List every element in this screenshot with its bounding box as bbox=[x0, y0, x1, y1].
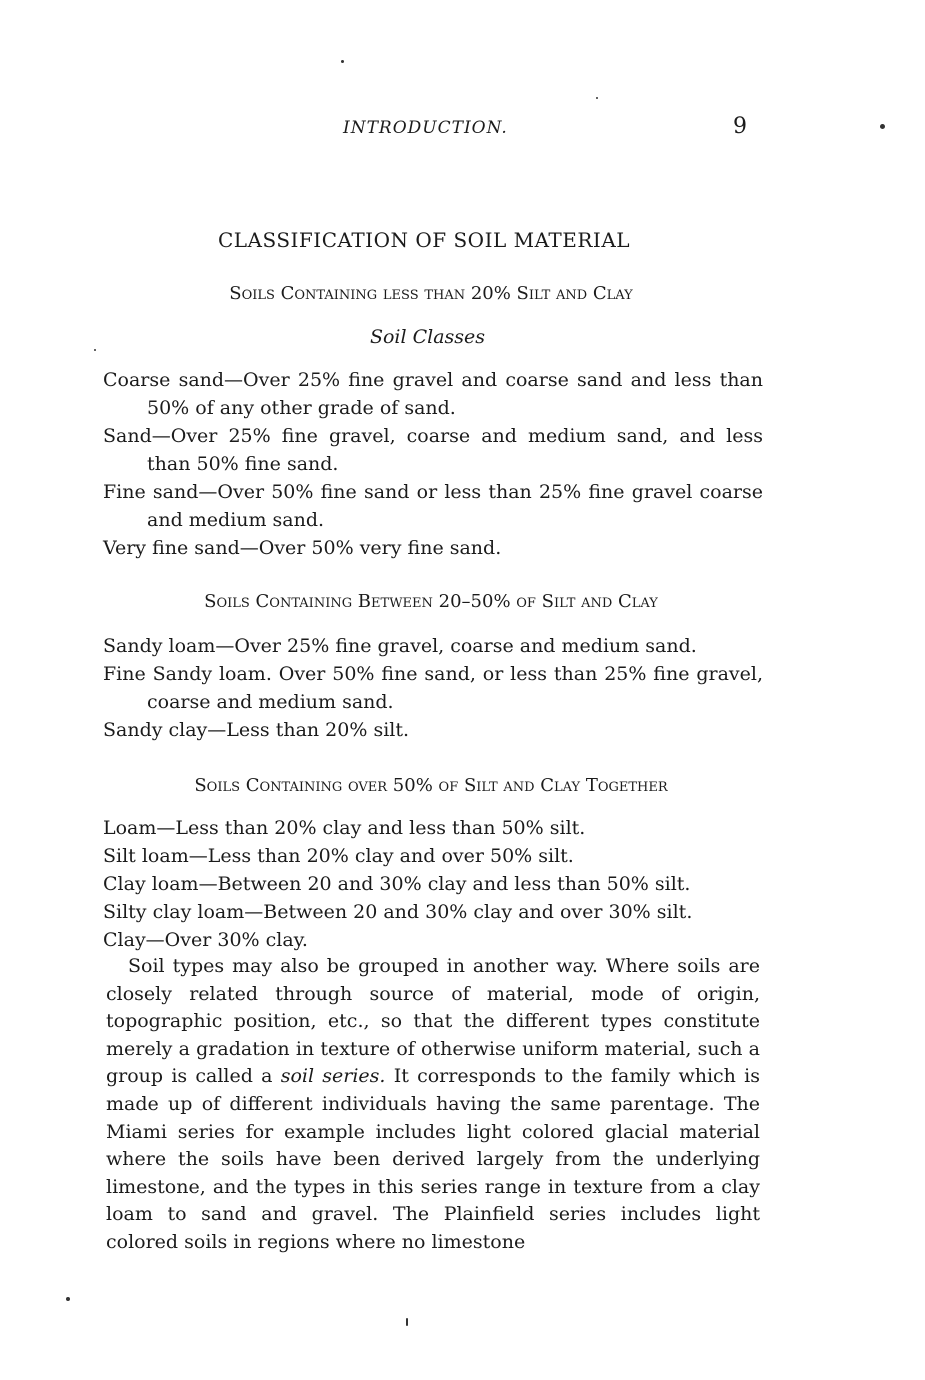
running-title: INTRODUCTION. bbox=[343, 118, 508, 138]
soil-class-entry: Loam—Less than 20% clay and less than 50% silt. bbox=[103, 817, 586, 839]
section-heading-mid-silt-clay: Soils Containing Between 20–50% of Silt and Clay bbox=[204, 591, 658, 612]
scan-speck bbox=[94, 349, 96, 351]
soil-class-list-high-silt-clay bbox=[103, 814, 763, 954]
main-heading: CLASSIFICATION OF SOIL MATERIAL bbox=[217, 228, 631, 252]
soil-classes-subheading: Soil Classes bbox=[369, 326, 486, 348]
soil-class-entry: Sandy loam—Over 25% fine gravel, coarse and medium sand. bbox=[103, 635, 697, 657]
scan-speck bbox=[406, 1318, 408, 1326]
soil-class-entry: Silt loam—Less than 20% clay and over 50% silt. bbox=[103, 845, 574, 867]
running-head bbox=[0, 114, 925, 144]
page-number: 9 bbox=[733, 114, 747, 139]
soil-class-entry: Very fine sand—Over 50% very fine sand. bbox=[103, 537, 502, 559]
soil-series-term: soil series. bbox=[280, 1065, 386, 1088]
soil-class-entry: Sandy clay—Less than 20% silt. bbox=[103, 719, 410, 741]
soil-class-entry: Fine Sandy loam. Over 50% fine sand, or less than 25% fine gravel, coarse and medium sand. bbox=[103, 663, 763, 713]
scan-speck bbox=[596, 97, 598, 99]
soil-class-entry: Sand—Over 25% fine gravel, coarse and medium sand, and less than 50% fine sand. bbox=[103, 425, 763, 475]
scan-speck bbox=[341, 60, 344, 63]
section-heading-low-silt-clay: Soils Containing less than 20% Silt and Clay bbox=[229, 283, 633, 304]
section-heading-high-silt-clay: Soils Containing over 50% of Silt and Clay Together bbox=[194, 775, 668, 796]
scan-speck bbox=[880, 124, 885, 129]
scan-speck bbox=[66, 1297, 70, 1301]
soil-class-list-low-silt-clay bbox=[103, 366, 763, 562]
soil-class-entry: Silty clay loam—Between 20 and 30% clay and over 30% silt. bbox=[103, 901, 693, 923]
soil-class-entry: Clay—Over 30% clay. bbox=[103, 929, 308, 951]
soil-class-entry: Coarse sand—Over 25% fine gravel and coarse sand and less than 50% of any other grade of sand. bbox=[103, 369, 763, 419]
paragraph-text-start: Soil types may also be grouped in another way. Where soils are closely related through source of material, mode of origin, topographic position, etc., so that the different types constitute merely a gradation in texture of otherwise uniform material, such a group is called a bbox=[106, 955, 760, 1088]
paragraph-text-end: It corresponds to the family which is made up of different individuals having the same parentage. The Miami series for example includes light colored glacial material where the soils have been derived largely from the underlying limestone, and the types in this series range in texture from a clay loam to sand and gravel. The Plainfield series includes light colored soils in regions where no limestone bbox=[106, 1065, 760, 1253]
soil-class-entry: Clay loam—Between 20 and 30% clay and less than 50% silt. bbox=[103, 873, 691, 895]
soil-class-list-mid-silt-clay bbox=[103, 632, 763, 744]
soil-series-paragraph bbox=[106, 953, 760, 1257]
soil-class-entry: Fine sand—Over 50% fine sand or less than 25% fine gravel coarse and medium sand. bbox=[103, 481, 763, 531]
